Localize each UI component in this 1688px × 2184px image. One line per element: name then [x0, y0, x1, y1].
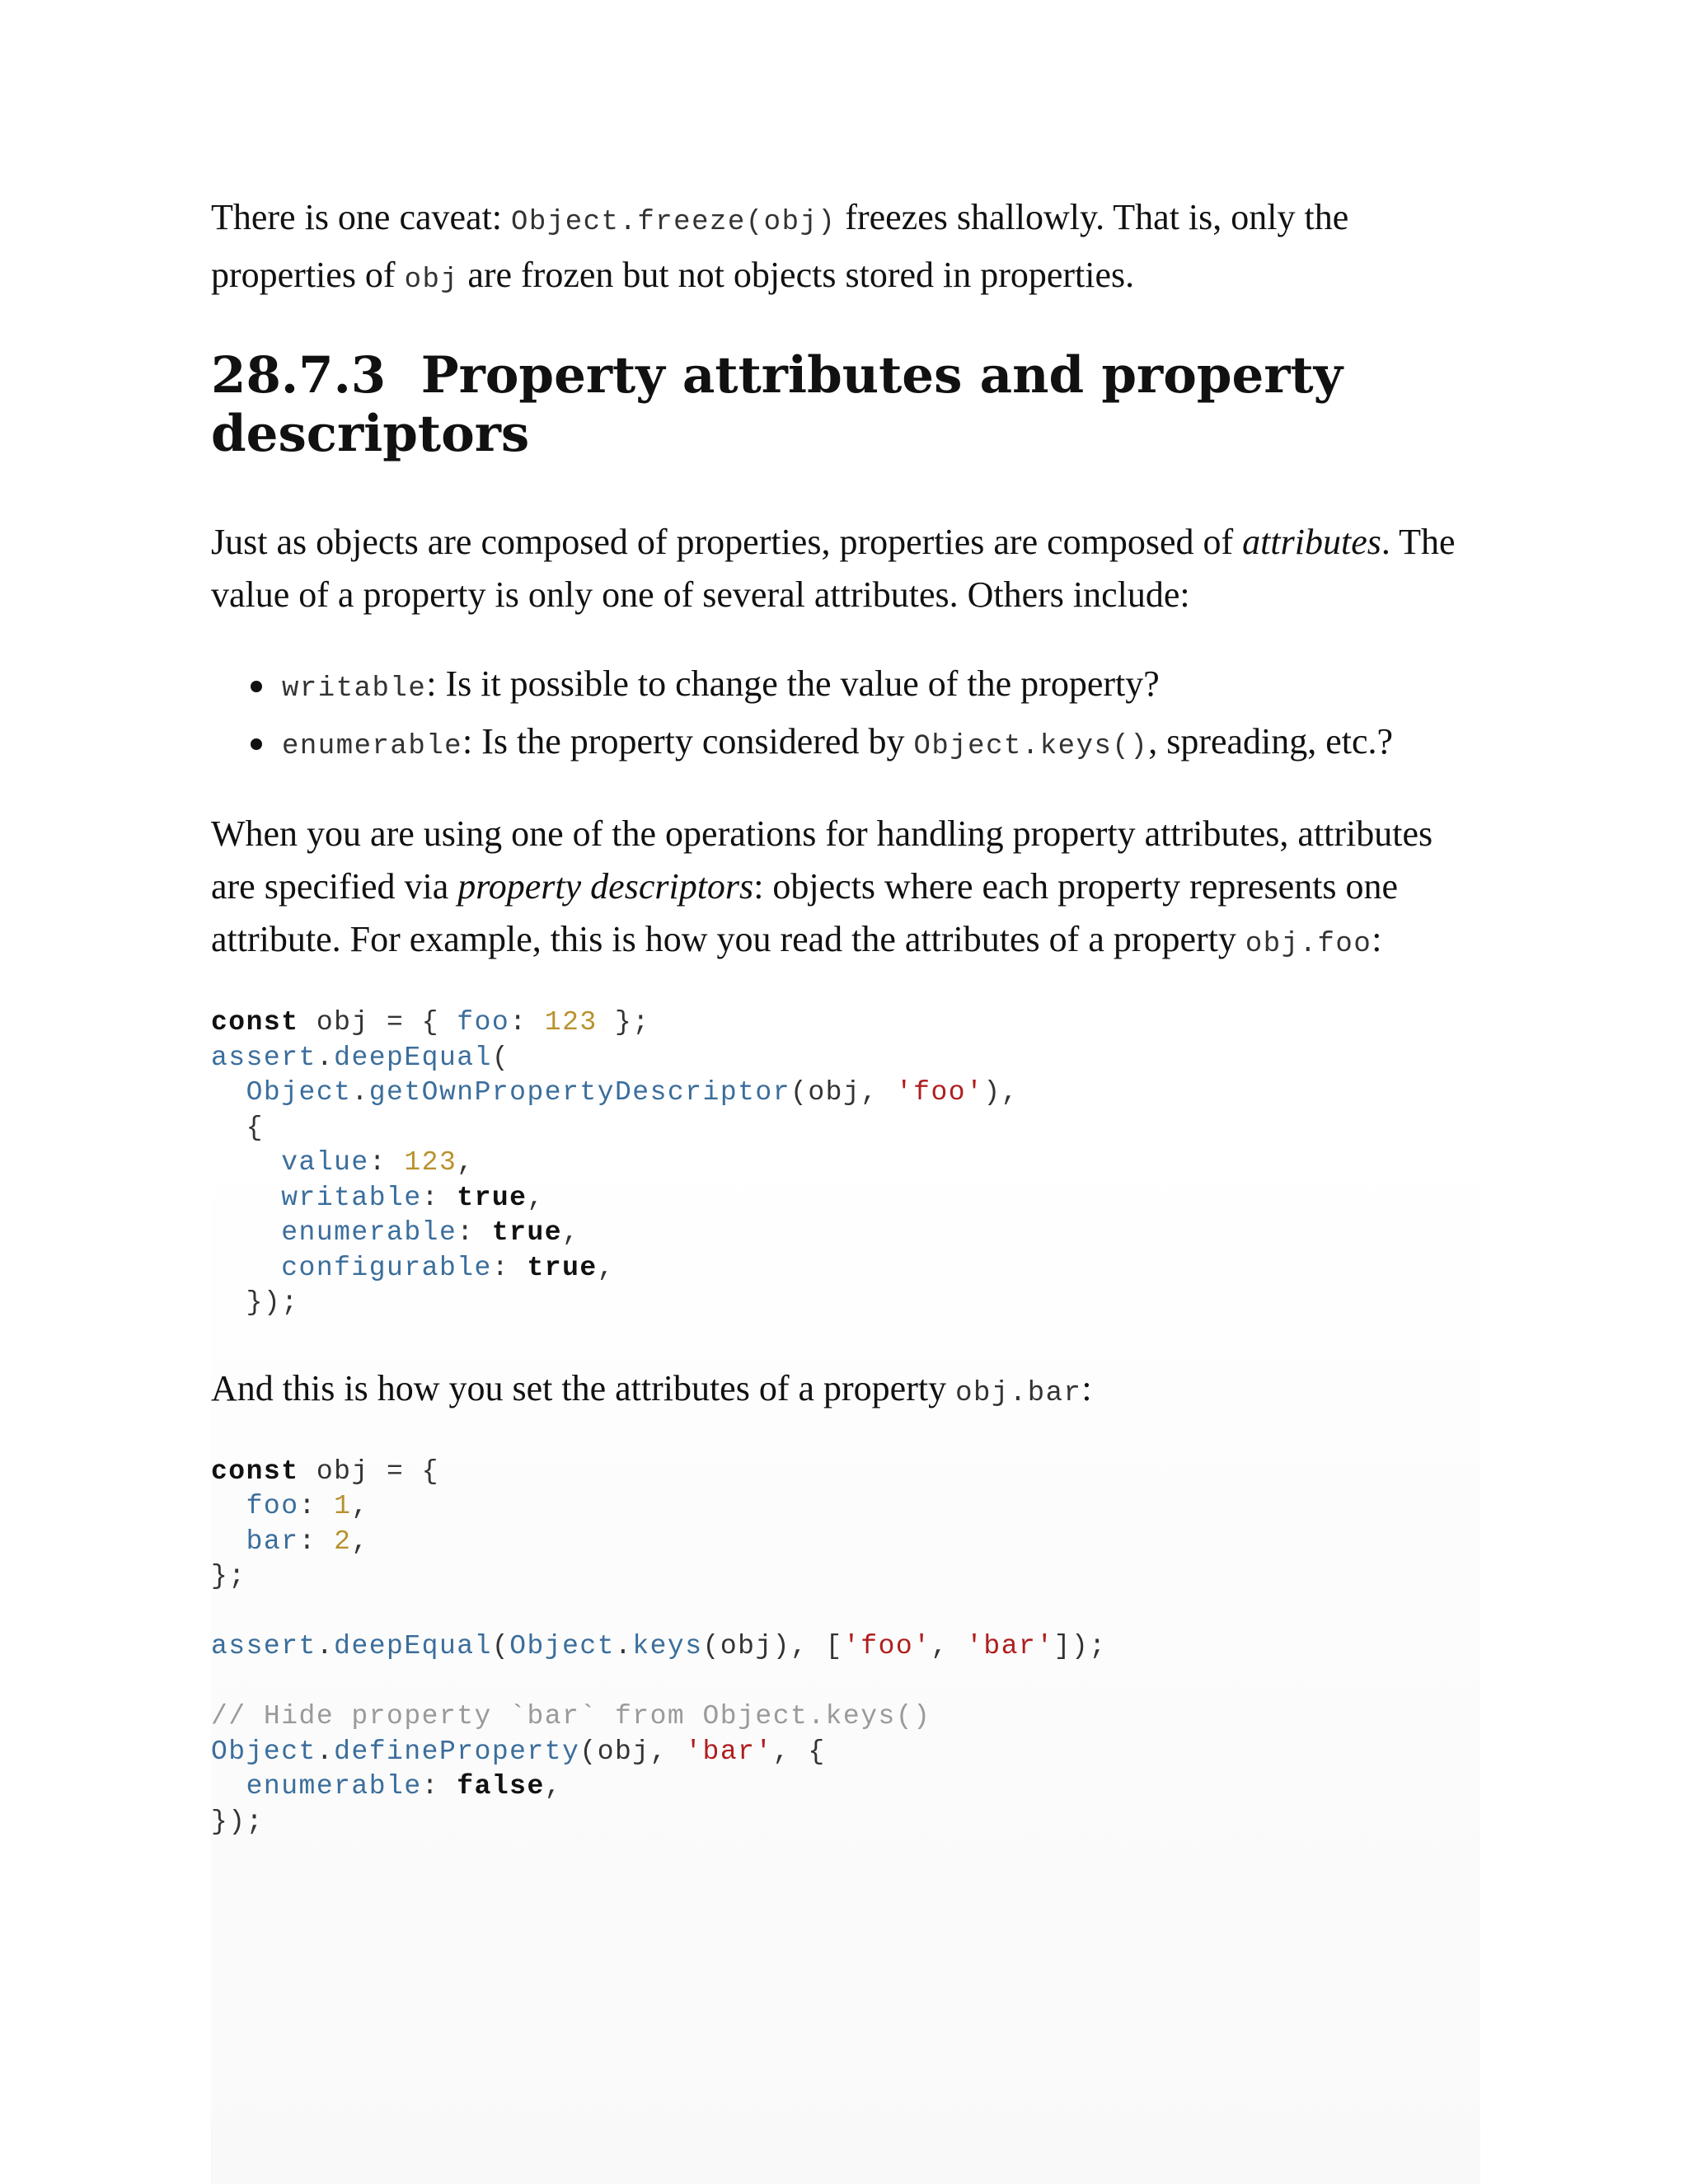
code-text: }); [211, 1287, 299, 1318]
keyword: const [211, 1007, 299, 1038]
property: configurable [281, 1252, 492, 1283]
code-text: : [421, 1182, 457, 1213]
code-text: , [597, 1252, 615, 1283]
inline-code: obj.foo [1245, 929, 1372, 960]
text: freezes shallowly. That is, only the properties of [211, 197, 1349, 295]
indent [211, 1147, 281, 1178]
code-block-read [211, 1005, 1480, 1321]
identifier: Object [509, 1631, 616, 1661]
indent [211, 1253, 281, 1283]
code-text: (obj, [579, 1736, 686, 1767]
code-text: , [562, 1217, 580, 1248]
code-text: , [544, 1771, 563, 1802]
code-text: ( [491, 1042, 510, 1073]
code-text: ( [491, 1631, 510, 1661]
code-text: , [527, 1182, 545, 1213]
text: : Is the property considered by [462, 721, 914, 762]
boolean: true [527, 1252, 598, 1283]
identifier: assert [211, 1042, 316, 1073]
code-text: . [351, 1077, 369, 1108]
code-text: : [368, 1147, 405, 1178]
code-text: { [211, 1112, 264, 1143]
boolean: true [491, 1217, 563, 1248]
string: 'foo' [842, 1631, 931, 1661]
inline-code: obj.bar [955, 1377, 1082, 1409]
code-text: }; [597, 1007, 650, 1038]
code-text: ]); [1053, 1631, 1107, 1661]
inline-code: writable [282, 673, 427, 705]
number: 2 [334, 1526, 352, 1557]
number: 1 [334, 1491, 352, 1521]
code-text: }; [211, 1561, 246, 1591]
text: , spreading, etc.? [1148, 721, 1394, 762]
code-text: : [457, 1217, 492, 1248]
inline-code: enumerable [282, 731, 463, 762]
function: getOwnPropertyDescriptor [368, 1077, 791, 1108]
emphasis: property descriptors [457, 866, 754, 907]
text: And this is how you set the attributes of a property [211, 1367, 956, 1408]
string: 'bar' [966, 1631, 1054, 1661]
section-title: Property attributes and property descriptors [211, 346, 1343, 463]
code-text: : [491, 1252, 528, 1283]
code-text: , [351, 1491, 369, 1521]
text: . The value of a property is only one of several attributes. Others include: [211, 522, 1456, 615]
code-text: : [298, 1526, 335, 1557]
code-text: : [509, 1007, 545, 1038]
caveat-paragraph [211, 191, 1480, 307]
property: enumerable [281, 1217, 457, 1248]
text: : [1081, 1367, 1092, 1408]
code-text: : [421, 1771, 457, 1802]
text: When you are using one of the operations for handling property attributes, attributes are specified via [211, 813, 1433, 907]
function: deepEqual [334, 1631, 492, 1661]
property: bar [246, 1526, 299, 1557]
indent [211, 1217, 281, 1248]
number: 123 [544, 1007, 598, 1038]
list-item [282, 658, 1480, 715]
string: 'foo' [895, 1077, 984, 1108]
section-heading [211, 346, 1480, 463]
text: There is one caveat: [211, 197, 512, 237]
text: are frozen but not objects stored in properties. [458, 255, 1135, 295]
code-text: : [298, 1491, 335, 1521]
code-text: . [316, 1631, 335, 1661]
property: foo [457, 1007, 510, 1038]
code-text: (obj, [790, 1077, 896, 1108]
identifier: Object [246, 1077, 352, 1108]
text: Just as objects are composed of properties, properties are composed of [211, 522, 1243, 562]
descriptors-paragraph [211, 808, 1480, 971]
identifier: Object [211, 1736, 316, 1767]
number: 123 [404, 1147, 457, 1178]
indent [211, 1491, 246, 1521]
section-number: 28.7.3 [211, 346, 387, 405]
inline-code: obj [404, 265, 459, 296]
indent [211, 1077, 246, 1108]
string: 'bar' [685, 1736, 773, 1767]
code-text: , [457, 1147, 475, 1178]
indent [211, 1183, 281, 1213]
indent [211, 1526, 246, 1557]
keyword: const [211, 1455, 299, 1487]
property: foo [246, 1491, 299, 1521]
inline-code: Object.freeze(obj) [511, 207, 837, 238]
attribute-list [211, 658, 1480, 773]
text: : Is it possible to change the value of the property? [426, 663, 1160, 704]
code-text: , [931, 1631, 967, 1661]
property: writable [281, 1182, 422, 1213]
comment: // Hide property `bar` from Object.keys() [211, 1701, 931, 1732]
inline-code: Object.keys() [913, 731, 1149, 762]
boolean: false [457, 1771, 545, 1802]
function: defineProperty [334, 1736, 580, 1767]
property: value [281, 1147, 369, 1178]
code-text: }); [211, 1806, 264, 1837]
code-text: . [316, 1736, 335, 1767]
property: enumerable [246, 1771, 422, 1802]
boolean: true [457, 1182, 528, 1213]
identifier: assert [211, 1631, 316, 1661]
page-content [211, 196, 1480, 1840]
code-text: , [351, 1526, 369, 1557]
attributes-paragraph [211, 516, 1480, 621]
code-text: ), [983, 1077, 1019, 1108]
emphasis: attributes [1242, 522, 1381, 562]
code-text: . [615, 1631, 633, 1661]
code-text: (obj), [ [702, 1631, 843, 1661]
code-text: obj = { [298, 1455, 439, 1487]
function: keys [632, 1631, 703, 1661]
function: deepEqual [334, 1042, 492, 1073]
list-item [282, 715, 1480, 773]
text: : [1372, 919, 1382, 959]
code-text: obj = { [298, 1007, 457, 1038]
set-attributes-paragraph [211, 1362, 1480, 1420]
code-text: , { [772, 1736, 826, 1767]
code-block-set [211, 1455, 1480, 1840]
code-text: . [316, 1042, 335, 1073]
indent [211, 1771, 246, 1802]
text: : objects where each property represents one attribute. For example, this is how you read the attributes of a property [211, 866, 1399, 959]
